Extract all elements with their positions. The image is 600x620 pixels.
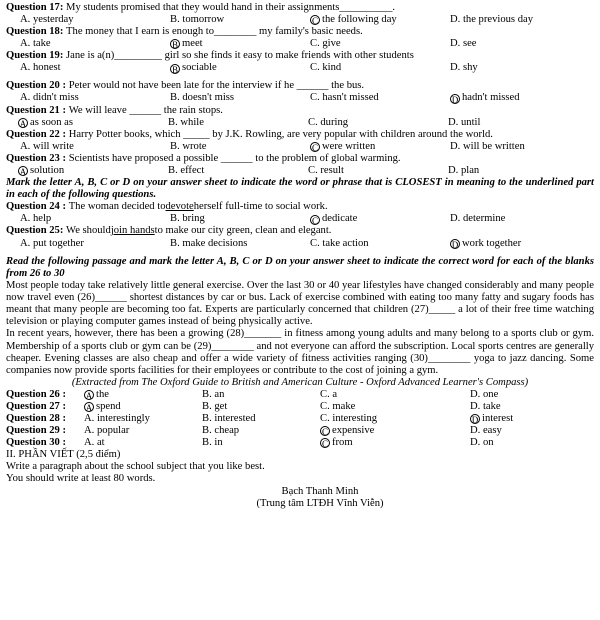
option-letter: D.: [448, 116, 459, 128]
option-text: result: [320, 164, 344, 176]
option-text: hadn't missed: [462, 92, 520, 104]
question-17: [6, 2, 594, 14]
options-17: [6, 14, 594, 26]
option-text: popular: [96, 424, 130, 436]
selected-circle-icon: D: [471, 415, 479, 426]
option-c-selected[interactable]: [320, 426, 470, 437]
options-19: [6, 62, 594, 74]
writing-heading: II. PHẦN VIẾT (2,5 điểm): [6, 449, 121, 461]
option-letter: C.: [320, 388, 330, 400]
author-org: (Trung tâm LTĐH Vĩnh Viễn): [256, 497, 384, 509]
option-text: will be written: [462, 140, 525, 152]
option-text: the previous day: [462, 13, 533, 25]
option-letter: A.: [20, 13, 31, 25]
option-letter: B.: [168, 164, 178, 176]
selected-circle-icon: B: [171, 40, 178, 51]
option-text: an: [214, 388, 225, 400]
blank: __________.: [339, 1, 396, 13]
selected-circle-icon: B: [171, 64, 178, 75]
option-text: at: [96, 437, 105, 449]
option-c[interactable]: [310, 239, 450, 250]
answer-options: [6, 389, 594, 449]
selected-circle-icon: C: [311, 215, 318, 226]
author-name: Bạch Thanh Minh: [281, 485, 359, 497]
option-text: a: [332, 388, 338, 400]
option-text: doesn't miss: [182, 92, 235, 104]
option-letter: D.: [470, 424, 481, 436]
option-letter: A.: [84, 412, 95, 424]
option-a[interactable]: [6, 15, 170, 26]
option-text: interesting: [332, 412, 378, 424]
option-text: easy: [482, 424, 502, 436]
option-b[interactable]: [170, 239, 310, 250]
option-a[interactable]: [6, 93, 170, 104]
selected-circle-icon: A: [85, 390, 93, 401]
option-text: from: [332, 437, 353, 449]
option-b[interactable]: [170, 214, 310, 225]
option-c-selected[interactable]: [320, 438, 470, 449]
question-stem: My students promised that they would hand in their assignments: [66, 1, 340, 13]
underlined-word: join hands: [110, 225, 155, 237]
option-text: as soon as: [30, 116, 73, 128]
question-19: [6, 50, 594, 62]
option-d[interactable]: [450, 142, 590, 153]
option-letter: C.: [320, 400, 330, 412]
option-d[interactable]: [470, 438, 588, 449]
option-b-selected[interactable]: [170, 63, 310, 74]
option-b[interactable]: [202, 390, 320, 401]
option-a-selected[interactable]: [6, 118, 168, 129]
option-b[interactable]: [202, 438, 320, 449]
option-d[interactable]: [450, 39, 590, 50]
option-text: on: [482, 437, 494, 449]
selected-circle-icon: D: [451, 239, 459, 250]
option-letter: D.: [448, 164, 459, 176]
option-text: get: [214, 400, 228, 412]
option-text: bring: [182, 213, 205, 225]
selected-circle-icon: A: [19, 167, 27, 178]
option-text: hasn't missed: [322, 92, 379, 104]
question-30: [6, 437, 594, 449]
selected-circle-icon: C: [311, 143, 318, 154]
option-c[interactable]: [308, 118, 448, 129]
option-letter: C.: [308, 116, 318, 128]
question-label: Question 24 :: [6, 201, 67, 213]
question-23: [6, 153, 594, 165]
option-letter: B.: [170, 13, 180, 25]
selected-circle-icon: C: [321, 439, 328, 450]
option-text: make decisions: [182, 237, 248, 249]
option-text: take: [32, 38, 51, 50]
option-text: plan: [460, 164, 480, 176]
question-18: [6, 26, 594, 38]
question-27: [6, 401, 594, 413]
question-label: Question 29 :: [6, 424, 67, 436]
option-text: determine: [462, 213, 506, 225]
option-letter: D.: [450, 13, 461, 25]
reading-passage: [6, 280, 594, 377]
option-c[interactable]: [310, 39, 450, 50]
question-stem: Scientists have proposed a possible ______ to the problem of global warming.: [68, 152, 401, 164]
question-26: [6, 389, 594, 401]
option-a[interactable]: [6, 214, 170, 225]
question-stem-pre: We should: [66, 225, 111, 237]
options-25: [6, 238, 594, 250]
options-22: [6, 141, 594, 153]
option-b[interactable]: [168, 118, 308, 129]
option-a-selected[interactable]: [84, 402, 202, 413]
option-text: interested: [214, 412, 256, 424]
selected-circle-icon: C: [311, 16, 318, 27]
option-letter: A.: [20, 213, 31, 225]
option-text: make: [332, 400, 356, 412]
question-label: Question 19:: [6, 50, 64, 62]
option-a[interactable]: [6, 239, 170, 250]
question-stem: The money that I earn is enough to________ my family's basic needs.: [66, 25, 363, 37]
question-28: [6, 413, 594, 425]
question-label: Question 25:: [6, 225, 64, 237]
option-text: expensive: [332, 424, 375, 436]
option-text: were written: [322, 140, 376, 152]
option-letter: A.: [20, 92, 31, 104]
option-c-selected[interactable]: [310, 214, 450, 225]
option-b[interactable]: [202, 402, 320, 413]
option-letter: C.: [310, 38, 320, 50]
option-letter: B.: [202, 388, 212, 400]
question-stem: Jane is a(n)_________ girl so she finds it easy to make friends with other students: [66, 50, 414, 62]
question-20: [6, 81, 594, 93]
option-d[interactable]: [450, 214, 590, 225]
option-letter: A.: [20, 237, 31, 249]
question-24: [6, 202, 594, 214]
option-text: help: [32, 213, 52, 225]
option-c[interactable]: [310, 63, 450, 74]
option-letter: A.: [20, 140, 31, 152]
question-label: Question 26 :: [6, 388, 67, 400]
selected-circle-icon: A: [19, 118, 27, 129]
selected-circle-icon: C: [321, 427, 328, 438]
option-letter: D.: [470, 388, 481, 400]
option-letter: A.: [84, 424, 95, 436]
question-stem-post: herself full-time to social work.: [193, 201, 328, 213]
option-letter: B.: [202, 437, 212, 449]
option-d-selected[interactable]: [450, 239, 590, 250]
option-text: cheap: [214, 424, 240, 436]
option-letter: B.: [202, 424, 212, 436]
option-a[interactable]: [84, 426, 202, 437]
question-label: Question 22 :: [6, 128, 67, 140]
option-text: tomorrow: [182, 13, 225, 25]
option-letter: B.: [202, 412, 212, 424]
option-text: effect: [180, 164, 205, 176]
option-text: give: [322, 38, 341, 50]
option-d[interactable]: [470, 426, 588, 437]
option-c[interactable]: [310, 93, 450, 104]
option-letter: D.: [450, 38, 461, 50]
question-stem: Peter would not have been late for the interview if he ______ the bus.: [68, 80, 365, 92]
option-letter: A.: [20, 38, 31, 50]
option-d[interactable]: [448, 166, 588, 177]
question-25: [6, 226, 594, 238]
option-text: take action: [322, 237, 369, 249]
option-text: solution: [30, 164, 65, 176]
option-letter: B.: [170, 92, 180, 104]
option-letter: D.: [470, 437, 481, 449]
option-letter: B.: [202, 400, 212, 412]
option-text: in: [214, 437, 223, 449]
instruction-passage: Read the following passage and mark the letter A, B, C or D on your answer sheet to indicate the correct word for each of the blanks from 26 to 30: [6, 255, 594, 279]
option-d[interactable]: [470, 402, 588, 413]
option-d[interactable]: [450, 15, 590, 26]
option-letter: A.: [20, 62, 31, 74]
question-label: Question 27 :: [6, 400, 67, 412]
option-text: the following day: [322, 13, 397, 25]
question-stem-pre: The woman decided to: [68, 201, 166, 213]
option-letter: B.: [168, 116, 178, 128]
selected-circle-icon: A: [85, 403, 93, 414]
option-a[interactable]: [6, 142, 170, 153]
option-text: meet: [182, 38, 203, 50]
option-a-selected[interactable]: [84, 390, 202, 401]
option-letter: D.: [450, 140, 461, 152]
options-21: [6, 117, 594, 129]
option-b[interactable]: [170, 15, 310, 26]
question-label: Question 30 :: [6, 437, 67, 449]
question-label: Question 20 :: [6, 80, 67, 92]
option-a[interactable]: [84, 414, 202, 425]
option-letter: D.: [450, 213, 461, 225]
option-text: wrote: [182, 140, 207, 152]
question-label: Question 17:: [6, 1, 64, 13]
options-24: [6, 214, 594, 226]
option-c-selected[interactable]: [310, 142, 450, 153]
passage-paragraph-1: Most people today take relatively little general exercise. Over the last 30 or 40 year lifestyles have changed considerably and many people now travel even (26)______ shortest distances by car or bus. Lack of exercise combined with eating too many fatty and sugary foods has meant that many people are becoming too fat. Experts are particularly concerned that children (27)_____ a lot of their free time watching television or playing computer games instead of being physically active.: [6, 280, 594, 328]
option-text: work together: [462, 237, 522, 249]
option-text: shy: [462, 62, 478, 74]
option-text: kind: [322, 62, 342, 74]
option-letter: C.: [310, 62, 320, 74]
question-21: [6, 105, 594, 117]
question-stem: Harry Potter books, which _____ by J.K. Rowling, are very popular with children around the world.: [68, 128, 493, 140]
writing-prompt-1: Write a paragraph about the school subject that you like best.: [6, 461, 265, 473]
question-label: Question 23 :: [6, 152, 67, 164]
option-c[interactable]: [320, 402, 470, 413]
option-text: will write: [32, 140, 74, 152]
options-18: [6, 38, 594, 50]
option-text: one: [482, 388, 499, 400]
question-label: Question 28 :: [6, 412, 67, 424]
option-d[interactable]: [450, 63, 590, 74]
option-b[interactable]: [202, 414, 320, 425]
option-c[interactable]: [320, 414, 470, 425]
writing-prompt-2: You should write at least 80 words.: [6, 473, 156, 485]
option-text: until: [460, 116, 481, 128]
option-letter: C.: [320, 412, 330, 424]
option-letter: D.: [450, 62, 461, 74]
underlined-word: devote: [165, 201, 194, 213]
option-letter: B.: [170, 237, 180, 249]
option-b[interactable]: [170, 93, 310, 104]
option-text: sociable: [182, 62, 217, 74]
question-label: Question 18:: [6, 25, 64, 37]
question-29: [6, 425, 594, 437]
option-a[interactable]: [84, 438, 202, 449]
selected-circle-icon: D: [451, 94, 459, 105]
passage-source: (Extracted from The Oxford Guide to British and American Culture - Oxford Advanced Learner's Compass): [71, 376, 529, 388]
instruction-synonyms: Mark the letter A, B, C or D on your answer sheet to indicate the word or phrase that is CLOSEST in meaning to the underlined part in each of the following questions.: [6, 177, 594, 201]
option-letter: B.: [170, 213, 180, 225]
options-23: [6, 165, 594, 177]
question-stem-post: to make our city green, clean and elegant.: [154, 225, 332, 237]
option-text: interest: [482, 412, 514, 424]
option-letter: B.: [170, 140, 180, 152]
option-letter: A.: [84, 437, 95, 449]
option-d[interactable]: [470, 390, 588, 401]
question-stem: We will leave ______ the rain stops.: [68, 104, 223, 116]
option-text: honest: [32, 62, 61, 74]
option-text: put together: [32, 237, 84, 249]
option-text: see: [462, 38, 477, 50]
option-b[interactable]: [202, 426, 320, 437]
option-text: the: [96, 388, 109, 400]
option-a-selected[interactable]: [6, 166, 168, 177]
option-letter: C.: [308, 164, 318, 176]
option-text: dedicate: [322, 213, 358, 225]
option-d-selected[interactable]: [450, 93, 590, 104]
option-c[interactable]: [308, 166, 448, 177]
option-b-selected[interactable]: [170, 39, 310, 50]
option-letter: D.: [470, 400, 481, 412]
option-text: while: [180, 116, 204, 128]
option-text: didn't miss: [32, 92, 79, 104]
option-d-selected[interactable]: [470, 414, 588, 425]
question-22: [6, 129, 594, 141]
options-20: [6, 93, 594, 105]
option-a[interactable]: [6, 63, 170, 74]
option-text: during: [320, 116, 349, 128]
option-c[interactable]: [320, 390, 470, 401]
option-letter: C.: [310, 237, 320, 249]
option-text: spend: [96, 400, 121, 412]
option-letter: C.: [310, 92, 320, 104]
passage-paragraph-2: In recent years, however, there has been a growing (28)_______ in fitness among young adults and many belong to a sports club or gym. Membership of a sports club or gym can be (29)________ and not everyone can afford the subscription. Local sports centres are generally cheaper. Evening classes are also cheap and offer a wide variety of fitness activities ranging (30)________ yoga to jazz dancing. Some companies now provide sports facilities for their employees or contribute to the cost of joining a gym.: [6, 328, 594, 376]
option-text: yesterday: [32, 13, 74, 25]
question-label: Question 21 :: [6, 104, 67, 116]
option-text: interestingly: [96, 412, 150, 424]
option-a[interactable]: [6, 39, 170, 50]
option-c-selected[interactable]: [310, 15, 450, 26]
option-b[interactable]: [168, 166, 308, 177]
option-b[interactable]: [170, 142, 310, 153]
option-text: take: [482, 400, 501, 412]
option-d[interactable]: [448, 118, 588, 129]
